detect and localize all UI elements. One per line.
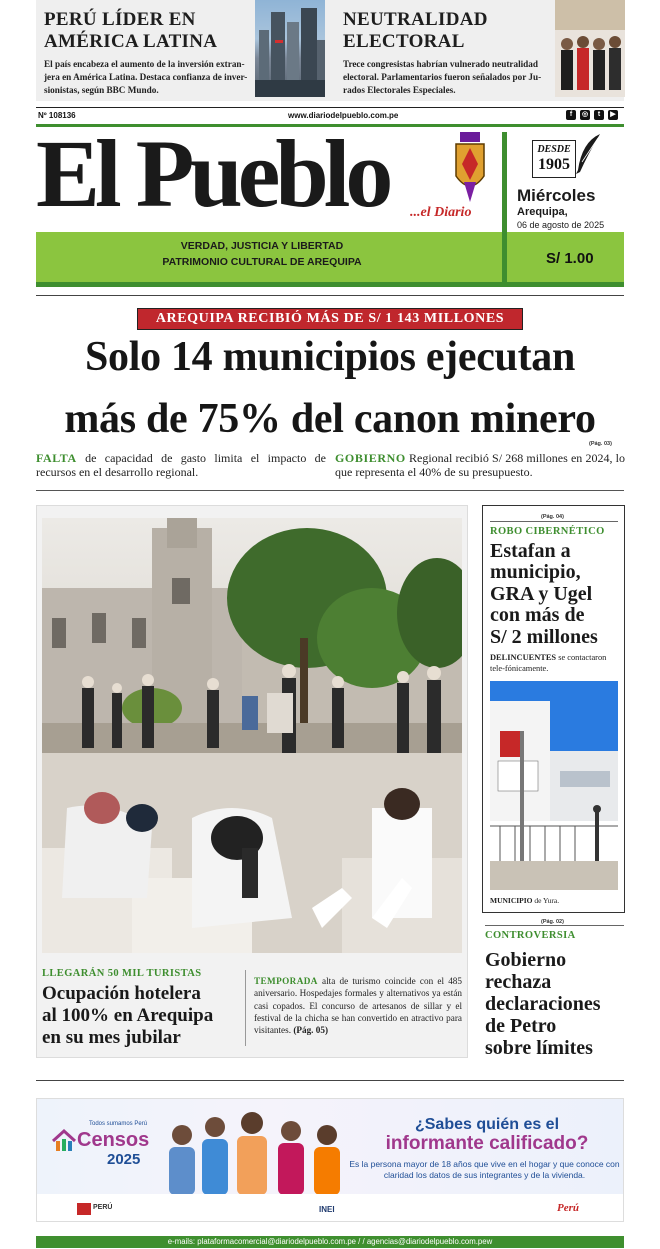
side-story-1-caption-text: de Yura. (532, 896, 560, 905)
side-story-1-headline-5[interactable]: S/ 2 millones (490, 626, 598, 648)
teaser-right-title-2: ELECTORAL (343, 31, 465, 52)
side-story-2-headline-4[interactable]: de Petro (485, 1015, 557, 1037)
plaza-photo[interactable] (42, 518, 462, 953)
ad-body-line-1: Es la persona mayor de 18 años que vive en el hogar y que conoce con (349, 1159, 620, 1169)
photo-story-divider (245, 970, 246, 1046)
teaser-right-image (555, 0, 625, 97)
side-story-2-kicker: CONTROVERSIA (485, 930, 576, 941)
side-story-2-page-ref: (Pág. 02) (541, 919, 564, 925)
main-lead-left-bold: FALTA (36, 451, 77, 465)
side-story-1-body-bold: DELINCUENTES (490, 653, 557, 662)
main-lead-left (36, 451, 326, 479)
teaser-right-text-3: rados Electorales Especiales. (343, 85, 456, 95)
main-headline-2[interactable]: más de 75% del canon minero (64, 396, 596, 442)
teaser-left-text-2: jera en América Latina. Destaca confianza de inver- (44, 72, 248, 82)
main-lead-right (335, 451, 625, 479)
ad-small-top: Todos sumamos Perú (89, 1121, 148, 1127)
peru-logo-text: PERÚ (93, 1204, 113, 1211)
logo-tagline: ...el Diario (410, 205, 472, 220)
price: S/ 1.00 (546, 250, 594, 267)
ad-brand-year: 2025 (107, 1151, 141, 1168)
weekday: Miércoles (517, 186, 596, 205)
photo-story-page-ref: (Pág. 05) (293, 1025, 329, 1036)
since-badge (532, 140, 576, 178)
side-story-1-rule (490, 521, 618, 522)
quill-icon (572, 132, 602, 176)
since-year: 1905 (538, 156, 570, 173)
issue-number: Nº 108136 (38, 111, 76, 120)
masthead-bottom-rule (36, 282, 624, 287)
censos-logo-icon (51, 1127, 77, 1153)
side-story-1-headline-1[interactable]: Estafan a (490, 540, 571, 562)
side-story-2-headline-3[interactable]: declaraciones (485, 993, 601, 1015)
main-lead-right-bold: GOBIERNO (335, 451, 406, 465)
teaser-left-text-1: El país encabeza el aumento de la inversión extran- (44, 59, 245, 69)
main-lead-rule (36, 490, 624, 491)
teaser-right-text-1: Trece congresistas habrían vulnerado neutralidad (343, 59, 538, 69)
photo-story-body (254, 975, 462, 1036)
youtube-icon[interactable]: ▶ (608, 110, 618, 120)
side-story-2-headline-1[interactable]: Gobierno (485, 949, 567, 971)
teaser-left-text-3: sionistas, según BBC Mundo. (44, 85, 159, 95)
photo-story-body-text: alta de turismo coincide con el 485 aniversario. Hospedajes formales y alternativos ya están casi copados. El concurso de artesanos de sillar y el festival de la chicha se han convertido en atractivo para visitantes. (254, 976, 462, 1036)
main-kicker: AREQUIPA RECIBIÓ MÁS DE S/ 1 143 MILLONES (138, 309, 522, 329)
footer-emails[interactable]: e-mails: plataformacomercial@diariodelpueblo.com.pe / / agencias@diariodelpueblo.com.pew (36, 1236, 624, 1248)
teaser-right-text-2: electoral. Parlamentarios fueron señalados por Ju- (343, 72, 542, 82)
coat-of-arms-icon (450, 130, 490, 208)
side-story-2-headline-2[interactable]: rechaza (485, 971, 552, 993)
masthead-top-rule (36, 107, 624, 108)
motto-line-1: VERDAD, JUSTICIA Y LIBERTAD (180, 240, 344, 252)
ad-question-line-1: ¿Sabes quién es el (414, 1116, 560, 1133)
since-label: DESDE (537, 144, 571, 155)
photo-story-headline-3[interactable]: en su mes jubilar (42, 1027, 181, 1048)
side-story-2-rule (485, 925, 624, 926)
ad-body-line-2: claridad los datos de sus integrantes y de la vivienda. (383, 1170, 586, 1180)
teaser-left-title-2: AMÉRICA LATINA (44, 31, 218, 52)
date: 06 de agosto de 2025 (517, 220, 605, 230)
twitter-icon[interactable]: t (594, 110, 604, 120)
teaser-left-title-1: PERÚ LÍDER EN (44, 9, 196, 30)
teaser-right-title-1: NEUTRALIDAD (343, 9, 488, 30)
plaza-armas-photo-icon (42, 518, 462, 953)
main-page-ref: (Pág. 03) (589, 441, 612, 447)
ad-people-photo (157, 1105, 357, 1195)
ad-question-line-2: informante calificado? (385, 1133, 589, 1154)
side-story-1-kicker: ROBO CIBERNÉTICO (490, 526, 605, 537)
photo-story-headline-2[interactable]: al 100% en Arequipa (42, 1005, 214, 1026)
teaser-left-image (255, 0, 325, 97)
newspaper-logo[interactable]: El Pueblo (36, 120, 389, 227)
masthead-bottom-thin (36, 295, 624, 296)
people-group-icon (157, 1105, 357, 1195)
city: Arequipa, (517, 206, 568, 218)
photo-story-body-bold: TEMPORADA (254, 976, 318, 986)
side-story-1-caption-bold: MUNICIPIO (490, 896, 533, 905)
municipality-photo[interactable] (490, 681, 618, 890)
section-bottom-rule (36, 1080, 624, 1081)
municipality-building-icon (490, 681, 618, 890)
photo-story-kicker: LLEGARÁN 50 MIL TURISTAS (42, 968, 202, 979)
photo-story-headline-1[interactable]: Ocupación hotelera (42, 983, 201, 1004)
main-headline-1[interactable]: Solo 14 municipios ejecutan (84, 334, 576, 380)
skyline-icon (255, 0, 325, 97)
main-lead-right-text: Regional recibió S/ 268 millones en 2024, lo que representa el 40% de su presupuesto. (335, 451, 625, 479)
inei-logo: INEI (319, 1205, 335, 1214)
side-story-1-caption (490, 896, 559, 905)
peru-brand-logo: Perú (557, 1202, 579, 1214)
side-story-2-headline-5[interactable]: sobre límites (485, 1037, 593, 1059)
side-story-1-headline-4[interactable]: con más de (490, 604, 585, 626)
peru-logo-mark (77, 1203, 91, 1215)
motto-line-2: PATRIMONIO CULTURAL DE AREQUIPA (162, 256, 362, 268)
main-lead-left-text: de capacidad de gasto limita el impacto de recursos en el desarrollo regional. (36, 451, 326, 479)
social-icons (566, 110, 622, 121)
side-story-1-page-ref: (Pág. 04) (541, 514, 564, 520)
census-ad[interactable] (36, 1098, 624, 1222)
side-story-1-headline-2[interactable]: municipio, (490, 561, 581, 583)
facebook-icon[interactable]: f (566, 110, 576, 120)
congress-photo-icon (555, 0, 625, 97)
side-story-1-headline-3[interactable]: GRA y Ugel (490, 583, 593, 605)
peru-logo (77, 1203, 131, 1215)
ad-brand: Censos (77, 1129, 150, 1151)
instagram-icon[interactable]: ◎ (581, 111, 589, 118)
website-link[interactable]: www.diariodelpueblo.com.pe (288, 111, 399, 120)
side-story-1-body-text: se contactaron tele-fónicamente. (490, 653, 607, 673)
side-story-1-body (490, 652, 618, 674)
